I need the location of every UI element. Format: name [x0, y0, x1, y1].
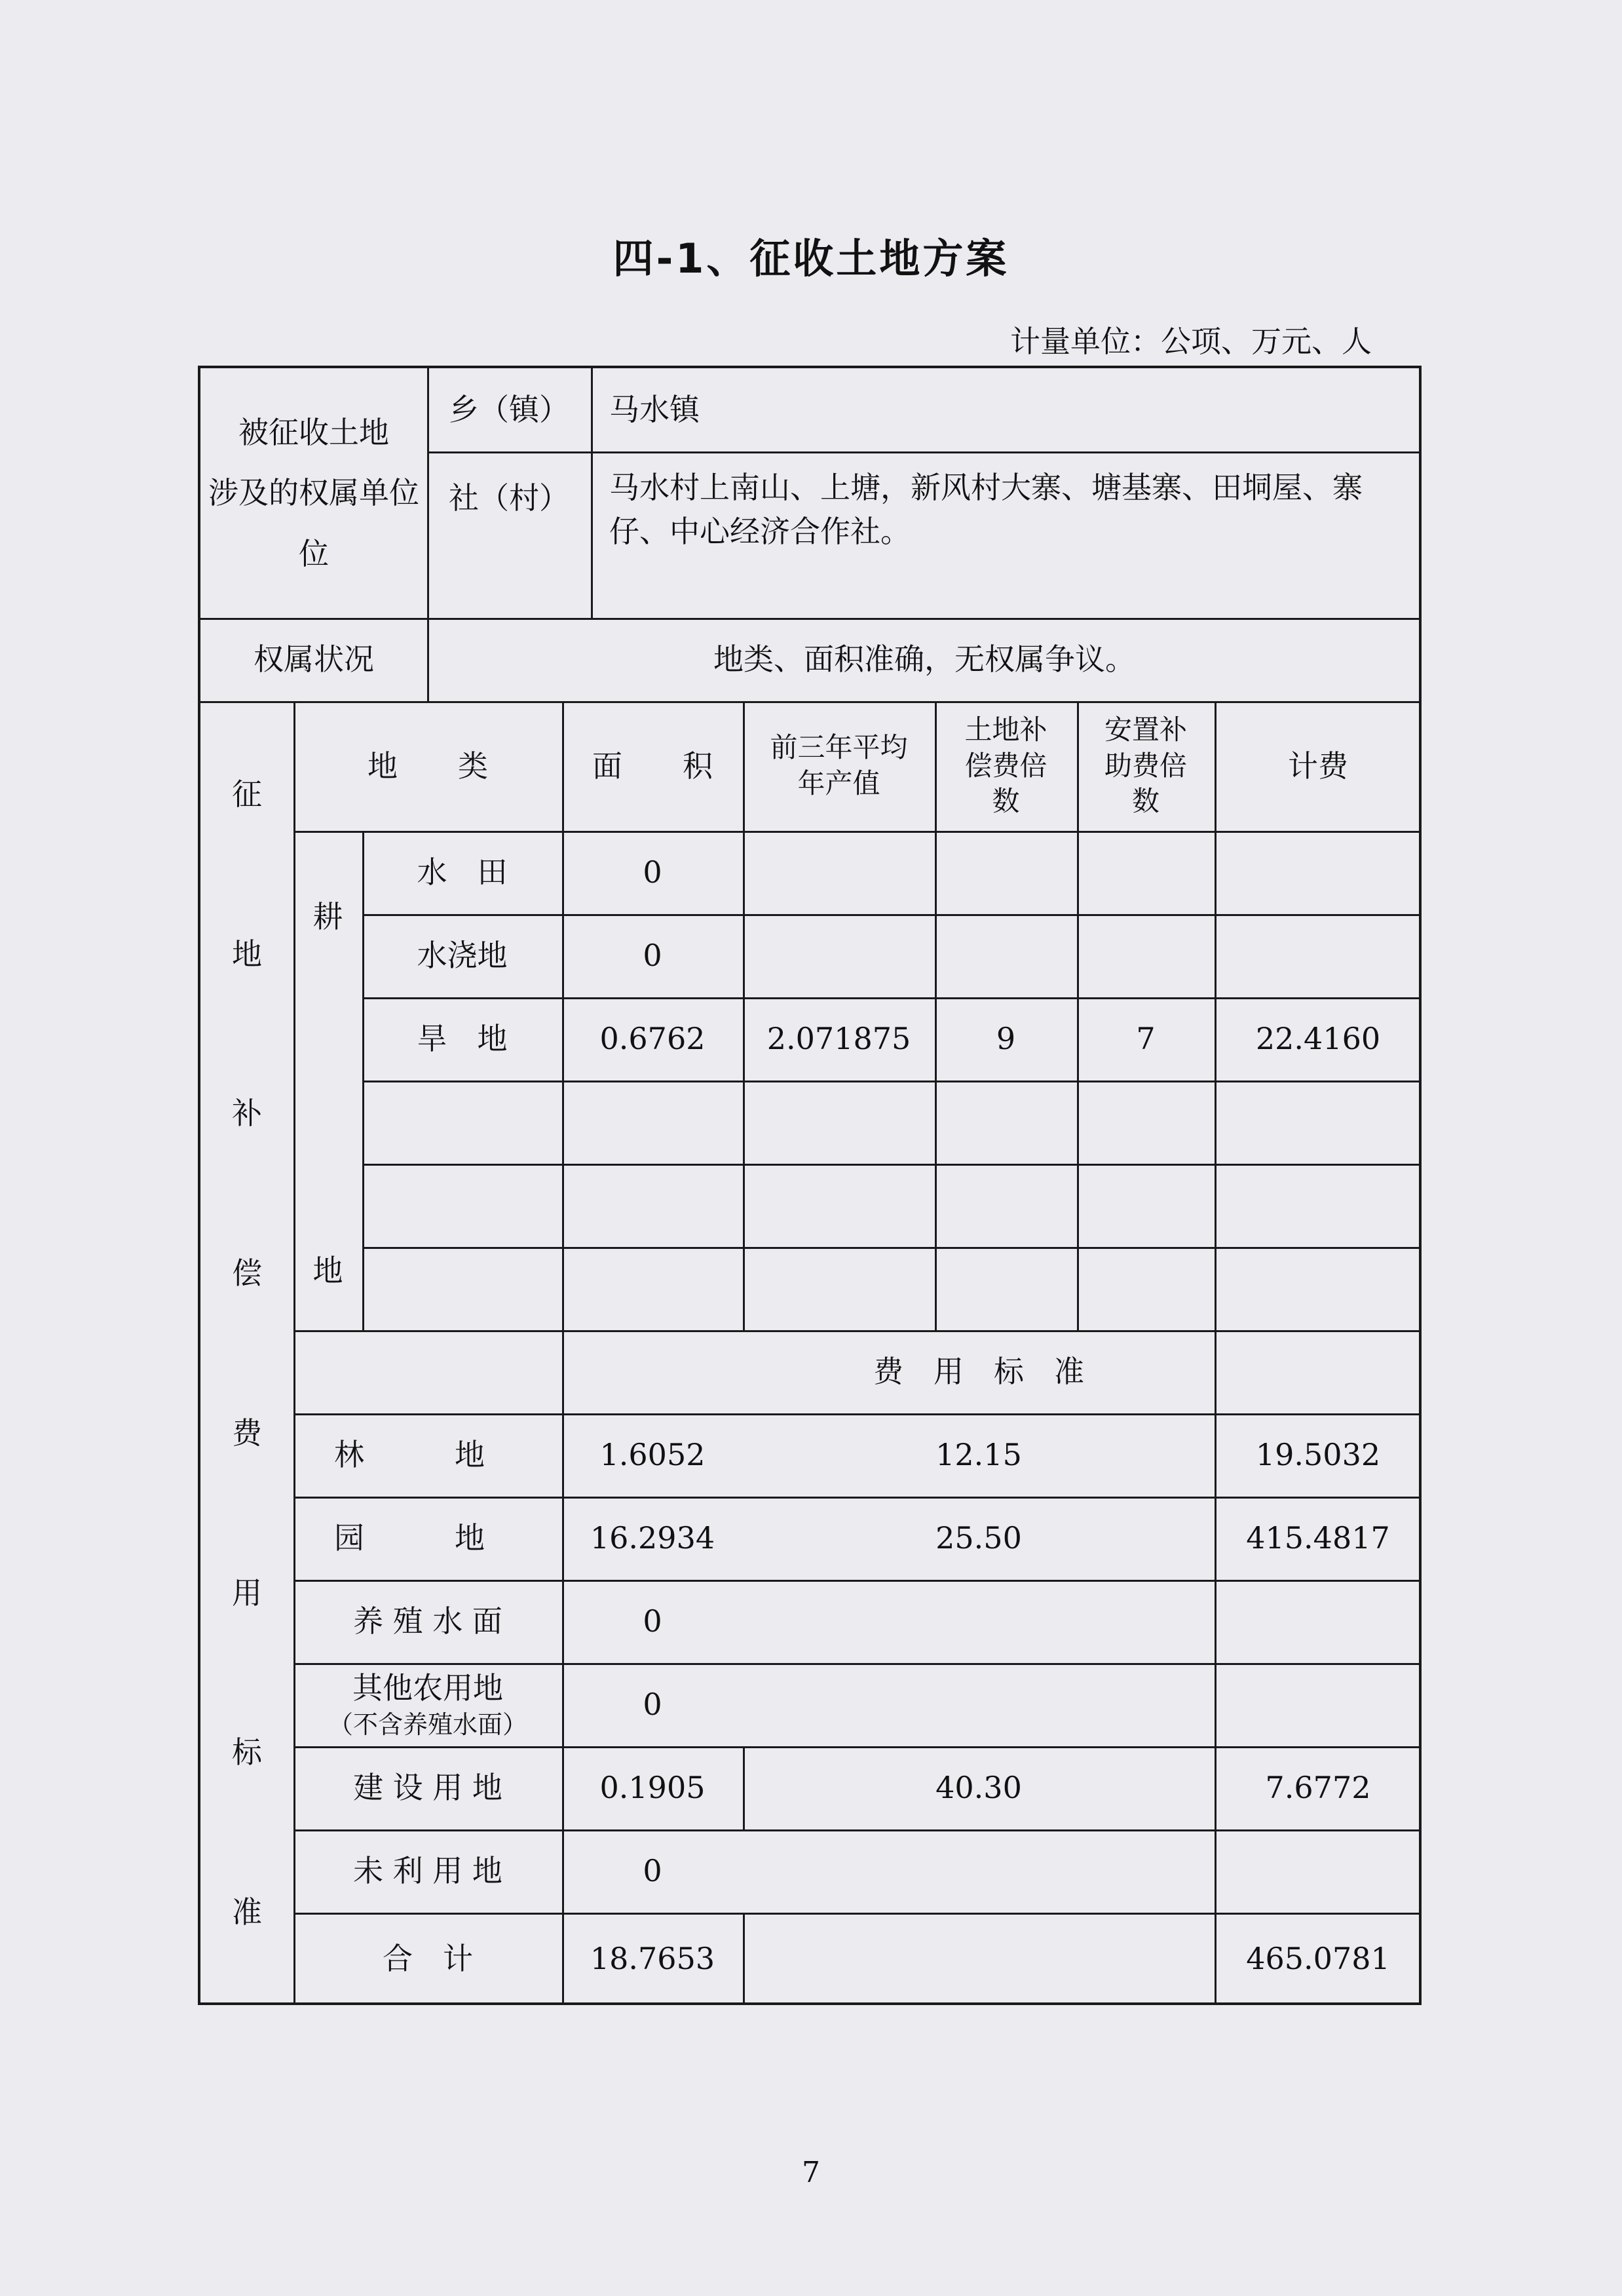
- row-type: 水 田: [417, 854, 508, 890]
- header-line: 土地补: [964, 714, 1047, 746]
- header-line: 数: [992, 785, 1020, 818]
- row-area: 16.2934: [590, 1520, 715, 1556]
- col-divider: [743, 1913, 745, 2005]
- side-char: 准: [232, 1894, 262, 1930]
- cultivated-char: 地: [312, 1252, 343, 1288]
- owner-label-line: 涉及的权属单位: [208, 475, 419, 511]
- township-value: 马水镇: [609, 392, 700, 428]
- header-cost: 计费: [1288, 748, 1348, 784]
- unit-note: 计量单位：公项、万元、人: [1010, 324, 1372, 359]
- side-char: 征: [232, 776, 262, 812]
- row-type: 园 地: [334, 1520, 485, 1556]
- side-char: 标: [232, 1734, 262, 1770]
- side-char: 偿: [232, 1255, 262, 1292]
- owner-label-line: 位: [299, 535, 329, 571]
- row-cost: 19.5032: [1255, 1437, 1381, 1473]
- header-line: 年产值: [797, 767, 880, 799]
- header-line: 前三年平均: [770, 731, 908, 764]
- ownership-value: 地类、面积准确，无权属争议。: [713, 641, 1135, 678]
- header-line: 数: [1131, 785, 1160, 818]
- ownership-label: 权属状况: [254, 641, 374, 678]
- row-type-main: 其他农用地: [352, 1670, 503, 1706]
- row-area: 0.1905: [599, 1770, 706, 1806]
- header-resettle-multiple: [1077, 701, 1215, 831]
- row-cost: 22.4160: [1255, 1021, 1381, 1057]
- header-area: 面 积: [592, 748, 713, 784]
- header-line: 助费倍: [1104, 749, 1187, 782]
- row-type: 养 殖 水 面: [353, 1603, 502, 1639]
- row-type: 林 地: [334, 1437, 485, 1473]
- page-title: 四-1、征收土地方案: [613, 235, 1009, 282]
- row-standard: 40.30: [935, 1770, 1022, 1806]
- row-divider: [362, 1164, 1419, 1166]
- side-label: [200, 701, 293, 2005]
- owner-label: [200, 368, 427, 618]
- total-cost: 465.0781: [1246, 1941, 1390, 1977]
- row-area: 0: [643, 1603, 662, 1639]
- header-land-multiple: [935, 701, 1077, 831]
- row-divider: [362, 1247, 1419, 1249]
- row-type: 水浇地: [417, 938, 508, 974]
- page-number: 7: [802, 2156, 820, 2189]
- row-type: [293, 1663, 562, 1746]
- side-char: 补: [232, 1096, 262, 1132]
- row-area: 0: [643, 938, 662, 974]
- row-land-mult: 9: [996, 1021, 1016, 1057]
- side-char: 费: [232, 1415, 262, 1451]
- row-area: 0: [643, 854, 662, 890]
- header-land-type: 地 类: [368, 748, 488, 784]
- row-avg: 2.071875: [766, 1021, 911, 1057]
- owner-label-line: 被征收土地: [238, 415, 389, 451]
- side-char: 地: [232, 936, 262, 972]
- township-label: 乡（镇）: [449, 392, 569, 428]
- row-type-note: （不含养殖水面）: [328, 1710, 527, 1739]
- row-type: 建 设 用 地: [353, 1770, 502, 1806]
- row-area: 0.6762: [599, 1021, 706, 1057]
- row-area: 1.6052: [599, 1437, 706, 1473]
- row-cost: 415.4817: [1246, 1520, 1390, 1556]
- village-label: 社（村）: [449, 480, 569, 516]
- header-line: 偿费倍: [964, 749, 1047, 782]
- row-cost: 7.6772: [1265, 1770, 1371, 1806]
- header-avg-value: [743, 701, 935, 831]
- cultivated-label: [293, 831, 362, 1330]
- fee-standard-label: 费 用 标 准: [873, 1354, 1084, 1390]
- village-value: 马水村上南山、上塘，新风村大寨、塘基寨、田垌屋、寨仔、中心经济合作社。: [609, 470, 1363, 549]
- total-label: 合 计: [383, 1941, 473, 1977]
- row-type: 未 利 用 地: [353, 1853, 502, 1889]
- total-area: 18.7653: [590, 1941, 715, 1977]
- row-area: 0: [643, 1853, 662, 1889]
- side-char: 用: [232, 1575, 262, 1611]
- row-divider: [362, 1081, 1419, 1082]
- cultivated-char: 耕: [312, 899, 343, 934]
- header-line: 安置补: [1104, 714, 1187, 746]
- land-acquisition-table: [198, 366, 1422, 2005]
- row-resettle-mult: 7: [1136, 1021, 1156, 1057]
- row-standard: 25.50: [935, 1520, 1022, 1556]
- row-type: 旱 地: [417, 1021, 508, 1057]
- row-area: 0: [643, 1687, 662, 1723]
- row-standard: 12.15: [935, 1437, 1022, 1473]
